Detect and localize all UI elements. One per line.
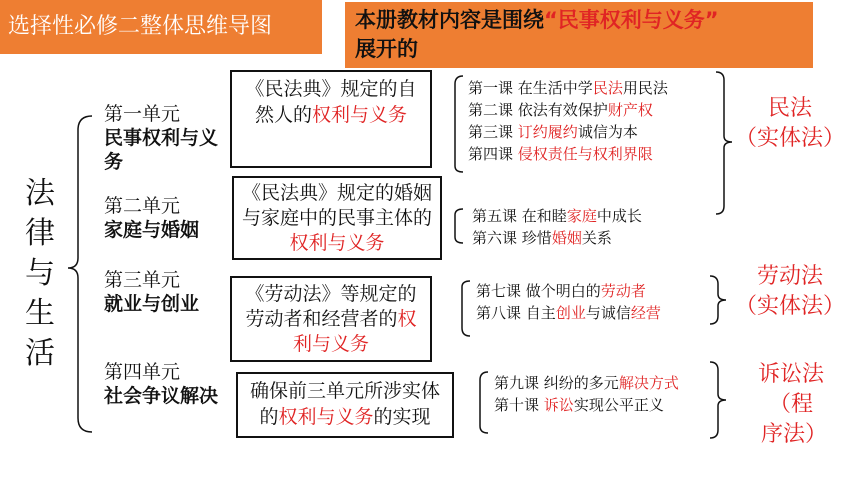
unit-2: [104, 194, 220, 242]
unit-1-lessons: [468, 77, 718, 165]
lesson-item: 第二课 依法有效保护财产权: [468, 101, 653, 119]
box-highlight: 权利与义务: [278, 406, 374, 428]
root-char: 与: [25, 256, 55, 291]
unit-3-lessons: [476, 280, 690, 324]
law-labor: [728, 262, 852, 322]
unit-number: 第四单元: [104, 361, 181, 383]
lesson-item: 第十课 诉讼实现公平正义: [494, 396, 664, 414]
law-type: （实体法）: [734, 126, 845, 151]
unit-4-lessons: [494, 372, 708, 416]
lesson-item: 第四课 侵权责任与权利界限: [468, 145, 653, 163]
unit-1: [104, 102, 220, 174]
box-highlight: 权利与义务: [292, 308, 417, 355]
unit-number: 第一单元: [104, 103, 181, 125]
law-name: 诉讼法: [757, 362, 824, 387]
summary-post: 展开的: [355, 37, 418, 61]
summary-highlight: “民事权利与义务”: [544, 8, 719, 32]
summary-pre: 本册教材内容是围绕: [355, 8, 544, 32]
root-char: 生: [25, 296, 55, 331]
lesson-item: 第三课 订约履约诚信为本: [468, 123, 638, 141]
law-civil: [730, 94, 850, 154]
law-type: （程序法）: [761, 392, 828, 447]
box-text-post: 的实现: [373, 406, 431, 428]
root-title: [22, 174, 58, 374]
unit-name: 民事权利与义务: [104, 127, 219, 173]
unit-number: 第二单元: [104, 195, 181, 217]
lesson-item: 第五课 在和睦家庭中成长: [472, 207, 642, 225]
box-highlight: 权利与义务: [312, 104, 408, 126]
root-char: 活: [25, 336, 55, 371]
lesson-item: 第一课 在生活中学民法用民法: [468, 79, 668, 97]
box-text: 确保前三单元所涉实体的: [249, 380, 440, 428]
unit-1-content-box: [230, 70, 432, 168]
unit-3-content-box: [230, 276, 432, 362]
unit-name: 就业与创业: [104, 293, 200, 315]
box-highlight: 权利与义务: [289, 232, 385, 254]
root-char: 律: [25, 216, 55, 251]
unit-4: [104, 360, 220, 408]
box-text: 《民法典》规定的婚姻与家庭中的民事主体的: [241, 182, 432, 229]
law-type: （实体法）: [734, 294, 845, 319]
root-char: 法: [25, 176, 55, 211]
lesson-item: 第八课 自主创业与诚信经营: [476, 304, 661, 322]
lesson-item: 第九课 纠纷的多元解决方式: [494, 374, 679, 392]
box-text: 《民法典》规定的自然人的: [245, 78, 417, 126]
unit-4-content-box: [236, 372, 454, 438]
lesson-item: 第七课 做个明白的劳动者: [476, 282, 646, 300]
mindmap-title: 选择性必修二整体思维导图: [0, 0, 322, 54]
law-procedure: [746, 360, 836, 450]
unit-name: 家庭与婚姻: [104, 219, 200, 241]
box-text: 《劳动法》等规定的劳动者和经营者的: [245, 283, 417, 330]
unit-number: 第三单元: [104, 269, 181, 291]
unit-2-lessons: [472, 205, 712, 249]
lesson-item: 第六课 珍惜婚姻关系: [472, 229, 612, 247]
unit-3: [104, 268, 220, 316]
law-name: 民法: [767, 96, 812, 121]
unit-2-content-box: [232, 176, 442, 260]
law-name: 劳动法: [756, 264, 823, 289]
unit-name: 社会争议解决: [104, 385, 219, 407]
